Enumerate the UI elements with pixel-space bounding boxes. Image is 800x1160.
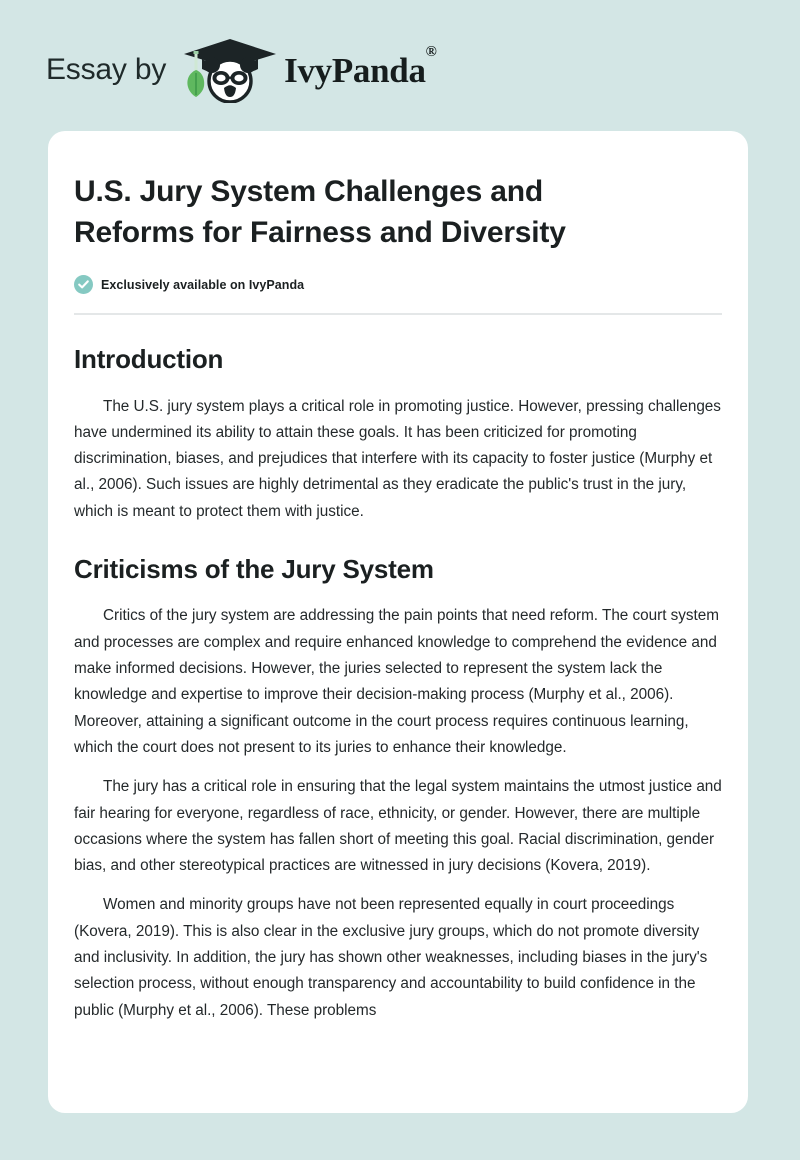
- section-heading-introduction: Introduction: [74, 344, 224, 374]
- page-title: U.S. Jury System Challenges and Reforms for Fairness and Diversity: [74, 175, 566, 249]
- title-divider: [74, 313, 722, 315]
- check-circle-icon: [74, 275, 93, 294]
- section-heading-criticisms-of-the-jury-system: Criticisms of the Jury System: [74, 553, 434, 584]
- essay-card: [48, 131, 748, 1113]
- brand-wordmark: [284, 44, 437, 90]
- brand-name: IvyPanda: [284, 50, 426, 90]
- paragraph: Critics of the jury system are addressing the pain points that need reform. The court system and processes are complex and require enhanced knowledge to comprehend the evidence and make informed decisions. However, the juries selected to represent the system lack the knowledge and expertise to improve their decision-making process (Murphy et al., 2006). Moreover, attaining a significant outcome in the court process requires continuous learning, which the court does not present to its juries to enhance their knowledge.: [74, 607, 719, 756]
- brand-header: [46, 38, 437, 102]
- exclusive-availability-badge: [74, 275, 722, 294]
- paragraph: The U.S. jury system plays a critical role in promoting justice. However, pressing challenges have undermined its ability to attain these goals. It has been criticized for promoting discrimination, biases, and prejudices that interfere with its capacity to foster justice (Murphy et al., 2006). Such issues are highly detrimental as they eradicate the public's trust in the jury, which is meant to protect them with justice.: [74, 397, 721, 520]
- exclusive-availability-label: Exclusively available on IvyPanda: [101, 277, 305, 292]
- essay-by-label: Essay by: [46, 53, 167, 86]
- registered-mark: ®: [425, 44, 437, 61]
- paragraph: The jury has a critical role in ensuring that the legal system maintains the utmost justice and fair hearing for everyone, regardless of race, ethnicity, or gender. However, there are multiple occasions where the system has fallen short of meeting this goal. Racial discrimination, gender bias, and other stereotypical practices are witnessed in jury decisions (Kovera, 2019).: [74, 778, 722, 875]
- panda-graduate-logo-icon: [180, 37, 280, 103]
- paragraph: Women and minority groups have not been represented equally in court proceedings (Kovera, 2019). This is also clear in the exclusive jury groups, which do not promote diversity and inclusivity. In addition, the jury has shown other weaknesses, including biases in the jury's selection process, without enough transparency and accountability to build confidence in the public (Murphy et al., 2006). These problems: [74, 896, 708, 1019]
